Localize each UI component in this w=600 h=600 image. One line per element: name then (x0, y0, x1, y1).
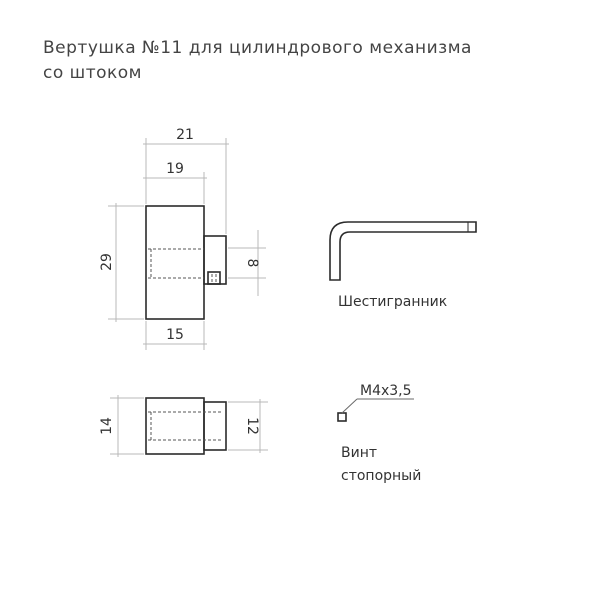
dim-height-side (99, 395, 144, 457)
dim-12-label: 12 (244, 417, 260, 435)
dim-29-label: 29 (99, 253, 115, 271)
screw-label-line1: Винт (341, 445, 378, 461)
body-side (146, 398, 204, 454)
set-screw-shape (338, 413, 346, 421)
front-view (146, 206, 226, 319)
body-front (146, 206, 204, 319)
dim-body-width-bottom (143, 321, 207, 350)
dim-14-label: 14 (99, 417, 115, 435)
dim-stem-side (228, 399, 268, 453)
dim-15-label: 15 (166, 327, 184, 343)
stem-side (204, 402, 226, 450)
hex-key-shape (330, 222, 476, 280)
screw-spec-label: M4x3,5 (360, 383, 412, 399)
side-view (146, 398, 226, 454)
dim-overall-width (143, 127, 229, 234)
hex-key-label: Шестигранник (338, 294, 448, 310)
dim-21-label: 21 (176, 127, 194, 143)
set-screw-drawing (338, 383, 421, 484)
hex-key-drawing (330, 222, 476, 310)
dim-8-label: 8 (244, 258, 260, 268)
screw-label-line2: стопорный (341, 468, 422, 484)
dim-height-front (99, 203, 144, 322)
set-screw-front (208, 272, 220, 284)
dim-body-width-top (143, 161, 207, 204)
title-line-2: со штоком (43, 63, 143, 83)
dim-stem-height (228, 230, 266, 296)
dim-19-label: 19 (166, 161, 184, 177)
title-line-1: Вертушка №11 для цилиндрового механизма (43, 38, 472, 58)
